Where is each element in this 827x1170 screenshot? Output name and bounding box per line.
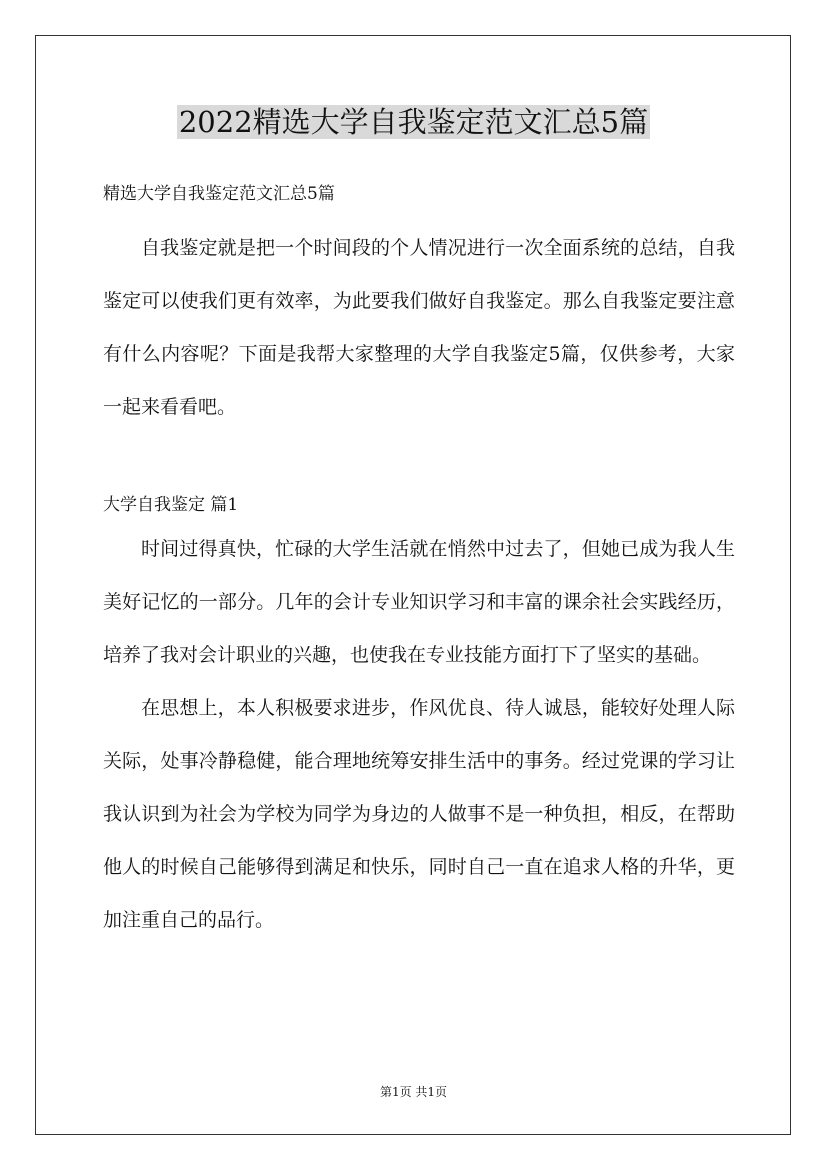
intro-paragraph: 自我鉴定就是把一个时间段的个人情况进行一次全面系统的总结，自我鉴定可以使我们更有效率，为此要我们做好自我鉴定。那么自我鉴定要注意有什么内容呢？下面是我帮大家整理的大学自我鉴定5篇，仅供参考，大家一起来看看吧。	[103, 237, 735, 418]
section-heading: 大学自我鉴定 篇1	[103, 495, 239, 515]
document-title	[0, 100, 827, 144]
document-title-text: 2022精选大学自我鉴定范文汇总5篇	[178, 105, 649, 139]
document-body	[103, 176, 735, 947]
body-paragraph-1: 时间过得真快，忙碌的大学生活就在悄然中过去了，但她已成为我人生美好记忆的一部分。几年的会计专业知识学习和丰富的课余社会实践经历，培养了我对会计职业的兴趣，也使我在专业技能方面打下了坚实的基础。	[103, 538, 735, 666]
document-subtitle: 精选大学自我鉴定范文汇总5篇	[103, 184, 335, 204]
body-paragraph-2: 在思想上，本人积极要求进步，作风优良、待人诚恳，能较好处理人际关际，处事冷静稳健，能合理地统筹安排生活中的事务。经过党课的学习让我认识到为社会为学校为同学为身边的人做事不是一种负担，相反，在帮助他人的时候自己能够得到满足和快乐，同时自己一直在追求人格的升华，更加注重自己的品行。	[103, 697, 735, 931]
page-number-footer: 第1页 共1页	[379, 1085, 448, 1099]
